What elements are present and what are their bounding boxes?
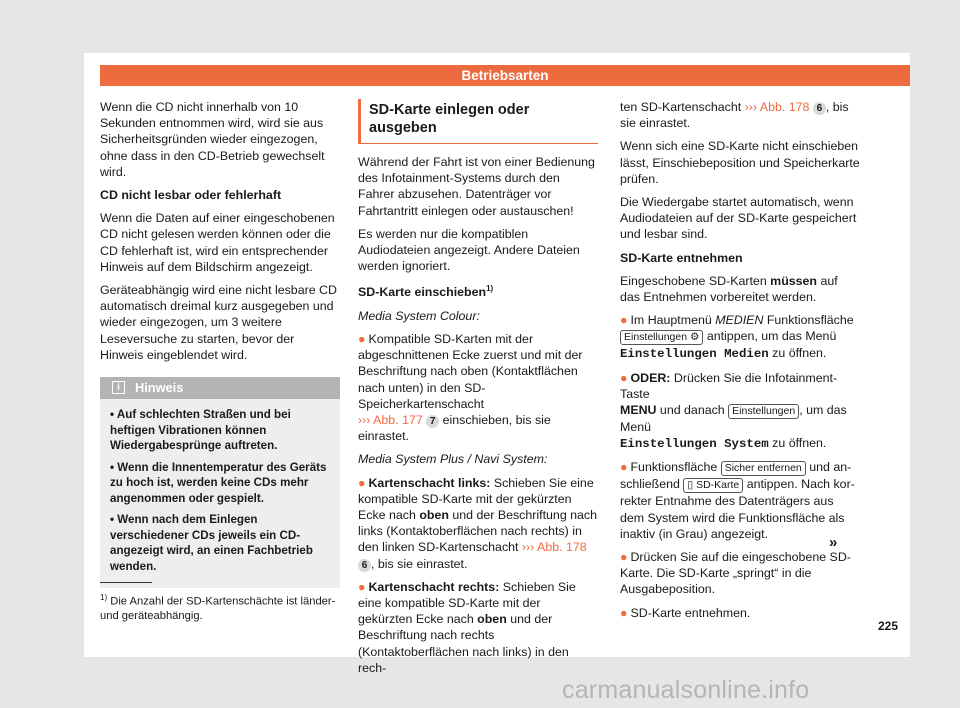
sd-card-key: ▯ SD-Karte — [683, 478, 743, 493]
figure-callout: 6 — [813, 102, 826, 115]
info-icon: i — [112, 381, 125, 394]
figure-callout: 6 — [358, 559, 371, 572]
settings-key: Einstellungen — [728, 404, 799, 419]
paragraph: Wenn die CD nicht innerhalb von 10 Sekunden entnommen wird, wird sie aus Sicherheitsgründen wieder eingezogen, ohne dass in den CD-Betrieb gewechselt wird. — [100, 100, 325, 179]
paragraph: Es werden nur die kompatiblen Audiodateien angezeigt. Andere Dateien werden ignoriert. — [358, 226, 580, 274]
paragraph: Eingeschobene SD-Karten müssen auf das Entnehmen vorbereitet werden. — [620, 273, 838, 305]
page-number: 225 — [878, 619, 899, 633]
figure-link[interactable]: ››› Abb. 177 — [358, 412, 423, 427]
list-item: ● ODER: Drücken Sie die Infotainment-Taste MENU und danach Einstellungen , um das Menü Einstellungen System zu öffnen. — [620, 370, 847, 452]
column-3 — [620, 99, 860, 628]
note-item: • Wenn nach dem Einlegen verschiedener CDs jeweils ein CD- angezeigt wird, an einen Fachbetrieb wenden. — [110, 513, 313, 573]
paragraph: Während der Fahrt ist von einer Bedienung des Infotainment-Systems durch den Fahrer abzusehen. Datenträger vor Fahrtantritt einlegen oder austauschen! — [358, 155, 595, 218]
paragraph: Wenn die Daten auf einer eingeschobenen CD nicht gelesen werden können oder die CD fehlerhaft ist, wird ein entsprechender Hinweis auf dem Bildschirm angezeigt. — [100, 211, 335, 274]
list-item: ● Im Hauptmenü MEDIEN Funktionsfläche Einstellungen ⚙ antippen, um das Menü Einstellungen Medien zu öffnen. — [620, 313, 854, 362]
paragraph: Geräteabhängig wird eine nicht lesbare CD automatisch dreimal kurz ausgegeben und wieder eingezogen, um 3 weitere Leseversuche zu starten, bevor der Hinweis eingeblendet wird. — [100, 283, 337, 362]
list-item: ● Drücken Sie auf die eingeschobene SD-Karte. Die SD-Karte „springt“ in die Ausgabeposition. — [620, 550, 851, 597]
note-title: Hinweis — [135, 380, 184, 396]
bullet-icon: ● — [620, 605, 628, 620]
bullet-icon: ● — [620, 460, 628, 475]
settings-key: Einstellungen ⚙ — [620, 330, 703, 345]
bullet-icon: ● — [620, 313, 628, 328]
note-body — [100, 399, 340, 574]
remove-key: Sicher entfernen — [721, 461, 806, 476]
subheading: CD nicht lesbar oder fehlerhaft — [100, 188, 282, 203]
list-item: ● Kompatible SD-Karten mit der abgeschnittenen Ecke zuerst und mit der Beschriftung nach oben (Kontaktflächen nach unten) in den SD-Speicherkartenschacht ››› Abb. 177 7 einschieben, bis sie einrastet. — [358, 331, 583, 444]
bullet-icon: ● — [358, 579, 366, 594]
note-box — [100, 377, 340, 588]
figure-callout: 7 — [426, 415, 439, 428]
paragraph: Die Wiedergabe startet automatisch, wenn Audiodateien auf der SD-Karte gespeichert und lesbar sind. — [620, 195, 857, 242]
footnote: $^{1)}$ Die Anzahl der SD-Kartenschächte ist länder- und geräteabhängig. — [100, 593, 336, 623]
system-label: Media System Colour: — [358, 308, 480, 323]
note-item: • Wenn die Innentemperatur des Geräts zu hoch ist, werden keine CDs mehr angenommen oder gespielt. — [110, 460, 327, 505]
footnote-ref[interactable]: 1) — [486, 284, 494, 294]
bullet-icon: ● — [620, 370, 628, 385]
column-1 — [100, 99, 340, 588]
note-header — [100, 377, 340, 399]
column-2 — [358, 99, 598, 683]
page-header: Betriebsarten — [100, 65, 910, 86]
list-item: ● Kartenschacht rechts: Schieben Sie eine kompatible SD-Karte mit der gekürzten Ecke nach oben und der Beschriftung nach rechts (Kontaktoberflächen nach links) in den rech- — [358, 579, 576, 675]
note-item: • Auf schlechten Straßen und bei heftigen Vibrationen können Wiedergabesprünge auftreten. — [110, 408, 291, 453]
figure-link[interactable]: ››› Abb. 178 — [744, 100, 810, 114]
subheading: SD-Karte entnehmen — [620, 250, 743, 265]
continue-arrow-icon: » — [829, 534, 838, 551]
paragraph: ten SD-Kartenschacht ››› Abb. 178 6 , bis sie einrastet. — [620, 100, 849, 131]
section-title: SD-Karte einlegen oder ausgeben — [358, 99, 598, 144]
bullet-icon: ● — [620, 550, 628, 565]
figure-link[interactable]: ››› Abb. 178 — [521, 540, 587, 555]
bullet-icon: ● — [358, 475, 366, 490]
system-label: Media System Plus / Navi System: — [358, 452, 548, 467]
list-item: ● Kartenschacht links: Schieben Sie eine kompatible SD-Karte mit der gekürzten Ecke nach oben und der Beschriftung nach links (Kontaktoberflächen nach rechts) in den linken SD-Kartenschacht ››› Abb. 178 6 , bis sie einrastet. — [358, 475, 598, 571]
footnote-divider — [100, 582, 152, 583]
watermark: carmanualsonline.info — [562, 676, 810, 704]
list-item: ● SD-Karte entnehmen. — [620, 605, 751, 620]
list-item: ● Funktionsfläche Sicher entfernen und anschließend ▯ SD-Karte antippen. Nach korrekter Entnahme des Datenträgers aus dem System wird die Funktionsfläche als inaktiv (in Grau) angezeigt. — [620, 460, 855, 541]
bullet-icon: ● — [358, 331, 366, 346]
menu-key-icon: MENU — [620, 403, 657, 418]
paragraph: Wenn sich eine SD-Karte nicht einschieben lässt, Einschiebeposition und Speicherkarte prüfen. — [620, 139, 860, 186]
subheading: SD-Karte einschieben$^{1)}$ — [358, 284, 494, 300]
